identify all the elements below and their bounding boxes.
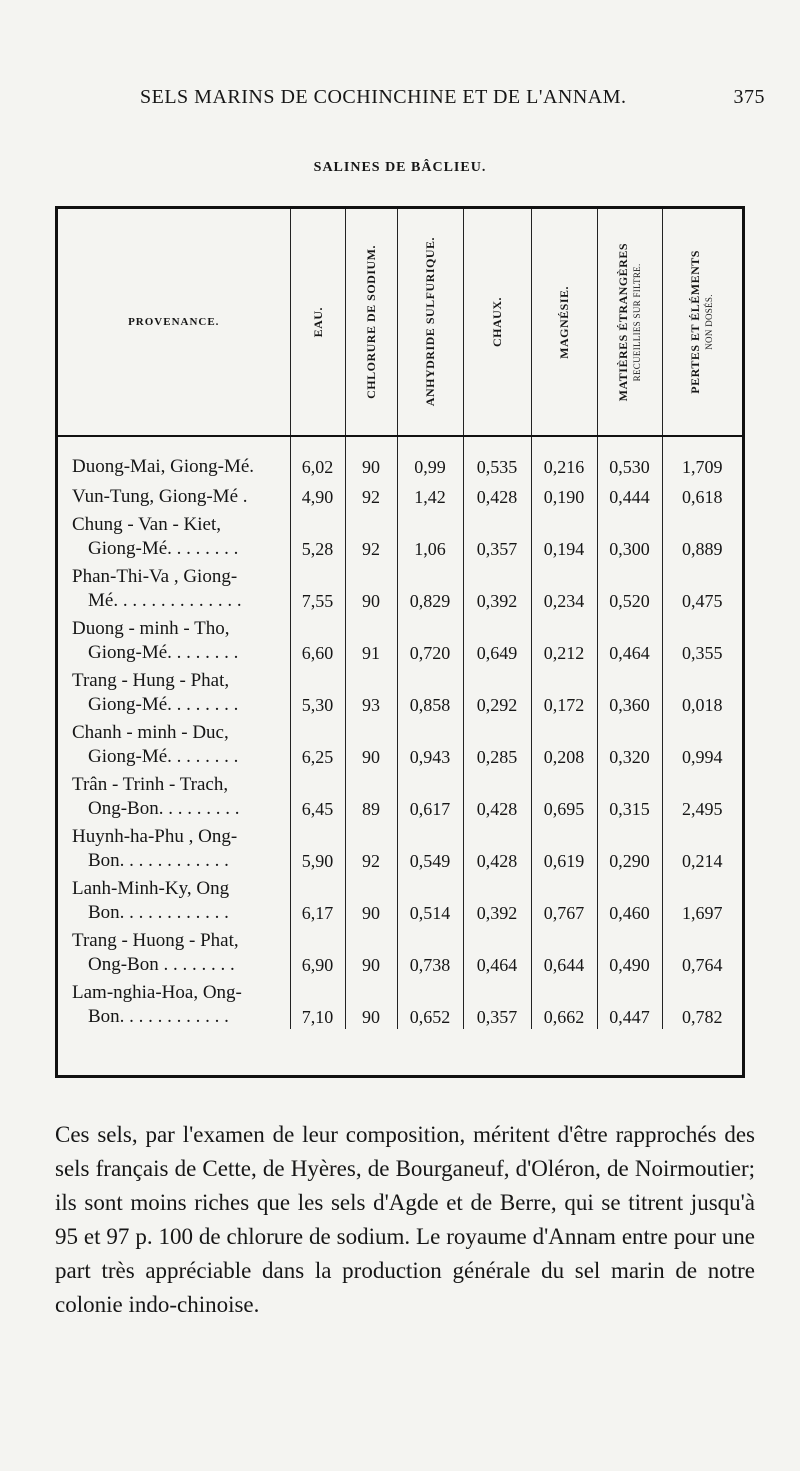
- cell-pertes: 0,889: [682, 539, 723, 559]
- cell-chlorure: 90: [345, 717, 397, 769]
- table-row: [58, 925, 742, 977]
- cell-pertes: 0,764: [682, 955, 723, 975]
- cell-chaux: 0,357: [463, 509, 531, 561]
- cell-chaux: 0,464: [463, 925, 531, 977]
- cell-matieres: 0,300: [597, 509, 662, 561]
- cell-pertes: 0,618: [682, 487, 723, 507]
- provenance-line2: Bon. . . . . . . . . . . .: [88, 902, 229, 923]
- provenance-line1: Duong-Mai, Giong-Mé.: [72, 456, 255, 477]
- cell-chlorure: 90: [345, 436, 397, 479]
- cell-eau: 6,25: [290, 717, 345, 769]
- cell-pertes: 2,495: [682, 799, 723, 819]
- table-row: [58, 821, 742, 873]
- column-header-chaux-label: CHAUX.: [490, 297, 504, 347]
- cell-matieres: 0,464: [597, 613, 662, 665]
- cell-eau: 5,90: [290, 821, 345, 873]
- column-header-magnesie-label: MAGNÉSIE.: [557, 285, 571, 359]
- cell-anhydride: 0,720: [397, 613, 463, 665]
- cell-eau: 7,10: [290, 977, 345, 1029]
- cell-anhydride: 0,514: [397, 873, 463, 925]
- cell-chlorure: 92: [345, 821, 397, 873]
- provenance-line2: Giong-Mé. . . . . . . .: [88, 642, 239, 663]
- column-header-matieres-main: MATIÈRES ÉTRANGÈRES: [615, 242, 630, 402]
- column-header-anhydride-label: ANHYDRIDE SULFURIQUE.: [423, 237, 437, 407]
- table-row: [58, 769, 742, 821]
- column-header-eau-label: EAU.: [310, 306, 325, 338]
- cell-magnesie: 0,644: [531, 925, 597, 977]
- cell-chlorure: 92: [345, 509, 397, 561]
- column-header-pertes: [662, 209, 742, 436]
- provenance-line1: Phan-Thi-Va , Giong-: [72, 566, 238, 587]
- cell-chaux: 0,649: [463, 613, 531, 665]
- provenance-line1: Lanh-Minh-Ky, Ong: [72, 878, 230, 899]
- cell-pertes: 0,018: [682, 695, 723, 715]
- cell-matieres: 0,290: [597, 821, 662, 873]
- cell-anhydride: 0,738: [397, 925, 463, 977]
- cell-chaux: 0,357: [463, 977, 531, 1029]
- cell-chlorure: 91: [345, 613, 397, 665]
- column-header-chaux: [463, 209, 531, 436]
- cell-pertes: 1,697: [682, 903, 723, 923]
- table-row: [58, 717, 742, 769]
- cell-anhydride: 0,858: [397, 665, 463, 717]
- cell-anhydride: 1,42: [397, 479, 463, 509]
- body-paragraph: Ces sels, par l'examen de leur composition, méritent d'être rapprochés des sels français de Cette, de Hyères, de Bourganeuf, d'Oléron, de Noirmoutier; ils sont moins riches que les sels d'Agde et de Berre, qui se titrent jusqu'à 95 et 97 p. 100 de chlorure de sodium. Le royaume d'Annam entre pour une part très appréciable dans la production générale du sel marin de notre colonie indo-chinoise.: [55, 1122, 755, 1317]
- cell-anhydride: 1,06: [397, 509, 463, 561]
- cell-pertes: 0,355: [682, 643, 723, 663]
- cell-chlorure: 89: [345, 769, 397, 821]
- cell-anhydride: 0,549: [397, 821, 463, 873]
- provenance-line1: Lam-nghia-Hoa, Ong-: [72, 982, 242, 1003]
- cell-anhydride: 0,829: [397, 561, 463, 613]
- provenance-line1: Trân - Trinh - Trach,: [72, 774, 229, 795]
- cell-eau: 6,02: [290, 436, 345, 479]
- cell-provenance: [58, 717, 290, 769]
- cell-anhydride: 0,617: [397, 769, 463, 821]
- provenance-line2: Ong-Bon . . . . . . . .: [88, 954, 235, 975]
- cell-provenance: [58, 613, 290, 665]
- cell-chaux: 0,392: [463, 873, 531, 925]
- cell-anhydride: 0,99: [397, 436, 463, 479]
- column-header-provenance: PROVENANCE.: [58, 209, 290, 436]
- cell-chaux: 0,285: [463, 717, 531, 769]
- analysis-table: [55, 206, 745, 1078]
- cell-matieres: 0,447: [597, 977, 662, 1029]
- cell-chlorure: 93: [345, 665, 397, 717]
- provenance-line2: Ong-Bon. . . . . . . . .: [88, 798, 240, 819]
- column-header-pertes-sub: NON DOSÉS.: [704, 294, 715, 350]
- column-header-eau: [290, 209, 345, 436]
- provenance-line2: Giong-Mé. . . . . . . .: [88, 538, 239, 559]
- cell-eau: 6,45: [290, 769, 345, 821]
- page-number: 375: [733, 86, 765, 108]
- column-header-matieres: [597, 209, 662, 436]
- cell-eau: 6,17: [290, 873, 345, 925]
- cell-eau: 4,90: [290, 479, 345, 509]
- cell-provenance: [58, 665, 290, 717]
- cell-pertes: 0,994: [682, 747, 723, 767]
- provenance-line1: Duong - minh - Tho,: [72, 618, 230, 639]
- cell-magnesie: 0,212: [531, 613, 597, 665]
- cell-eau: 6,90: [290, 925, 345, 977]
- cell-magnesie: 0,194: [531, 509, 597, 561]
- provenance-line2: Giong-Mé. . . . . . . .: [88, 694, 239, 715]
- provenance-line2: Mé. . . . . . . . . . . . . .: [88, 590, 242, 611]
- provenance-line2: Bon. . . . . . . . . . . .: [88, 850, 229, 871]
- column-header-anhydride: [397, 209, 463, 436]
- cell-pertes: 0,214: [682, 851, 723, 871]
- cell-provenance: [58, 977, 290, 1029]
- column-header-pertes-label: [688, 250, 716, 394]
- provenance-line1: Vun-Tung, Giong-Mé .: [72, 486, 248, 507]
- cell-magnesie: 0,190: [531, 479, 597, 509]
- table-row: [58, 436, 742, 479]
- cell-chlorure: 92: [345, 479, 397, 509]
- cell-provenance: [58, 925, 290, 977]
- cell-provenance: [58, 509, 290, 561]
- table-header-row: [58, 209, 742, 436]
- column-header-matieres-label: [616, 243, 644, 401]
- column-header-chlorure-label: CHLORURE DE SODIUM.: [364, 245, 378, 399]
- cell-anhydride: 0,943: [397, 717, 463, 769]
- table-row: [58, 479, 742, 509]
- cell-magnesie: 0,234: [531, 561, 597, 613]
- table-row: [58, 613, 742, 665]
- cell-chaux: 0,428: [463, 769, 531, 821]
- provenance-line1: Trang - Huong - Phat,: [72, 930, 239, 951]
- cell-magnesie: 0,216: [531, 436, 597, 479]
- cell-chaux: 0,292: [463, 665, 531, 717]
- table-row: [58, 509, 742, 561]
- cell-matieres: 0,320: [597, 717, 662, 769]
- cell-provenance: [58, 436, 290, 479]
- cell-magnesie: 0,172: [531, 665, 597, 717]
- cell-provenance: [58, 821, 290, 873]
- provenance-line1: Chung - Van - Kiet,: [72, 514, 221, 535]
- cell-chlorure: 90: [345, 925, 397, 977]
- table-row: [58, 665, 742, 717]
- cell-provenance: [58, 873, 290, 925]
- cell-pertes: 0,475: [682, 591, 723, 611]
- column-header-magnesie: [531, 209, 597, 436]
- provenance-line1: Chanh - minh - Duc,: [72, 722, 229, 743]
- table-row: [58, 561, 742, 613]
- cell-matieres: 0,315: [597, 769, 662, 821]
- cell-eau: 7,55: [290, 561, 345, 613]
- provenance-line2: Giong-Mé. . . . . . . .: [88, 746, 239, 767]
- cell-matieres: 0,460: [597, 873, 662, 925]
- cell-matieres: 0,490: [597, 925, 662, 977]
- cell-matieres: 0,444: [597, 479, 662, 509]
- cell-chaux: 0,392: [463, 561, 531, 613]
- column-header-chlorure: [345, 209, 397, 436]
- column-header-pertes-main: PERTES ET ÉLÉMENTS: [688, 250, 703, 394]
- cell-chlorure: 90: [345, 977, 397, 1029]
- cell-magnesie: 0,208: [531, 717, 597, 769]
- cell-chlorure: 90: [345, 561, 397, 613]
- provenance-line2: Bon. . . . . . . . . . . .: [88, 1006, 229, 1027]
- cell-chaux: 0,428: [463, 821, 531, 873]
- cell-chaux: 0,535: [463, 436, 531, 479]
- section-title: SALINES DE BÂCLIEU.: [313, 160, 487, 175]
- cell-eau: 6,60: [290, 613, 345, 665]
- table-row: [58, 873, 742, 925]
- cell-matieres: 0,530: [597, 436, 662, 479]
- column-header-matieres-sub: RECUEILLIES SUR FILTRE.: [631, 263, 642, 381]
- cell-eau: 5,30: [290, 665, 345, 717]
- cell-matieres: 0,520: [597, 561, 662, 613]
- cell-pertes: 1,709: [682, 457, 723, 477]
- cell-magnesie: 0,619: [531, 821, 597, 873]
- cell-eau: 5,28: [290, 509, 345, 561]
- running-head-title: SELS MARINS DE COCHINCHINE ET DE L'ANNAM.: [140, 86, 627, 108]
- cell-matieres: 0,360: [597, 665, 662, 717]
- salt-composition-table: [58, 209, 742, 1029]
- cell-chlorure: 90: [345, 873, 397, 925]
- cell-pertes: 0,782: [682, 1007, 723, 1027]
- cell-magnesie: 0,695: [531, 769, 597, 821]
- cell-chaux: 0,428: [463, 479, 531, 509]
- table-row: [58, 977, 742, 1029]
- table-body: [58, 436, 742, 1029]
- provenance-line1: Trang - Hung - Phat,: [72, 670, 230, 691]
- cell-provenance: [58, 479, 290, 509]
- cell-magnesie: 0,767: [531, 873, 597, 925]
- cell-anhydride: 0,652: [397, 977, 463, 1029]
- cell-provenance: [58, 561, 290, 613]
- provenance-line1: Huynh-ha-Phu , Ong-: [72, 826, 238, 847]
- cell-magnesie: 0,662: [531, 977, 597, 1029]
- cell-provenance: [58, 769, 290, 821]
